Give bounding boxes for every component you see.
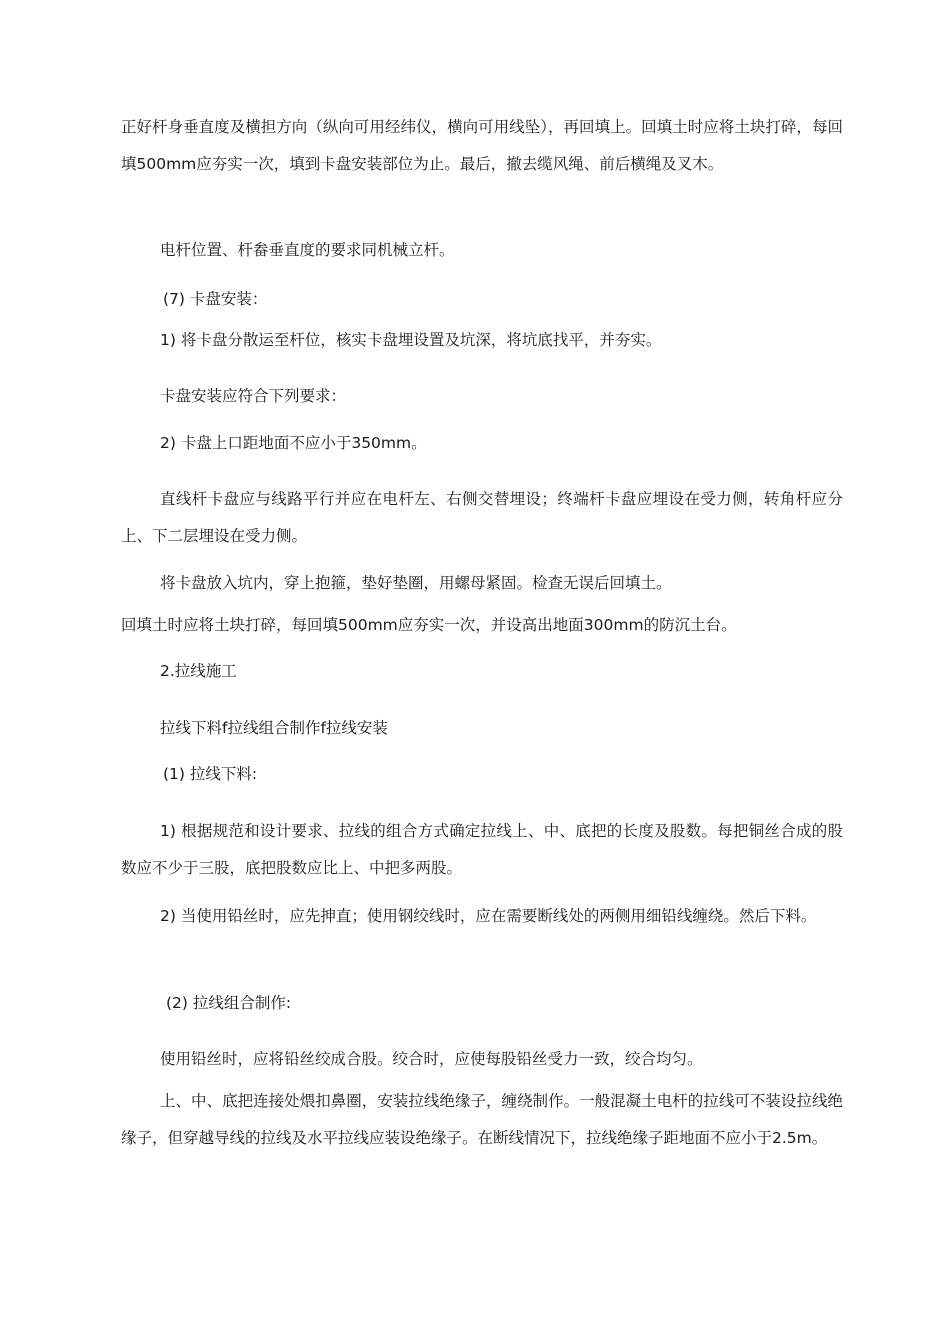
paragraph-backfill-pole: 正好杆身垂直度及横担方向（纵向可用经纬仪，横向可用线坠），再回填上。回填土时应将土块打碎，每回填500mm应夯实一次，填到卡盘安装部位为止。最后，撤去缆风绳、前后横绳及叉木。 <box>121 118 843 173</box>
paragraph-guy-wire-insulator: 上、中、底把连接处煨扣鼻圈，安装拉线绝缘子，缠绕制作。一般混凝土电杆的拉线可不装设拉线绝缘子，但穿越导线的拉线及水平拉线应装设绝缘子。在断线情况下，拉线绝缘子距地面不应小于2.5m。 <box>121 1092 843 1147</box>
paragraph-cutting-step-2: 2) 当使用铅丝时，应先抻直；使用钢绞线时，应在需要断线处的两侧用细铅线缠绕。然后下料。 <box>160 907 817 925</box>
paragraph-step-1: 1) 将卡盘分散运至杆位，核实卡盘埋设置及坑深，将坑底找平，并夯实。 <box>160 331 662 349</box>
paragraph-iron-wire-twist: 使用铅丝时，应将铅丝绞成合股。绞合时，应使每股铅丝受力一致，绞合均匀。 <box>160 1050 703 1068</box>
paragraph-straight-pole-chuck: 直线杆卡盘应与线路平行并应在电杆左、右侧交替埋设；终端杆卡盘应埋设在受力侧，转角杆应分上、下二层埋设在受力侧。 <box>121 490 843 545</box>
paragraph-guy-wire-process: 拉线下料f拉线组合制作f拉线安装 <box>160 719 388 737</box>
heading-guy-wire-cutting: (1) 拉线下料: <box>163 765 258 783</box>
paragraph-place-chuck: 将卡盘放入坑内，穿上抱箍，垫好垫圈，用螺母紧固。检查无误后回填土。 <box>160 574 672 592</box>
paragraph-cutting-step-1: 1) 根据规范和设计要求、拉线的组合方式确定拉线上、中、底把的长度及股数。每把铜丝合成的股数应不少于三股，底把股数应比上、中把多两股。 <box>121 822 843 877</box>
heading-guy-wire-construction: 2.拉线施工 <box>160 662 237 680</box>
paragraph-step-2: 2) 卡盘上口距地面不应小于350mm。 <box>160 434 427 452</box>
heading-chuck-plate-install: (7) 卡盘安装： <box>163 290 268 308</box>
heading-guy-wire-assembly: (2) 拉线组合制作: <box>166 994 292 1012</box>
paragraph-pole-position: 电杆位置、杆畚垂直度的要求同机械立杆。 <box>160 241 455 259</box>
paragraph-backfill-platform: 回填土时应将土块打碎，每回填500mm应夯实一次，并设高出地面300mm的防沉土台。 <box>121 616 737 634</box>
paragraph-chuck-requirements: 卡盘安装应符合下列要求： <box>160 387 347 405</box>
